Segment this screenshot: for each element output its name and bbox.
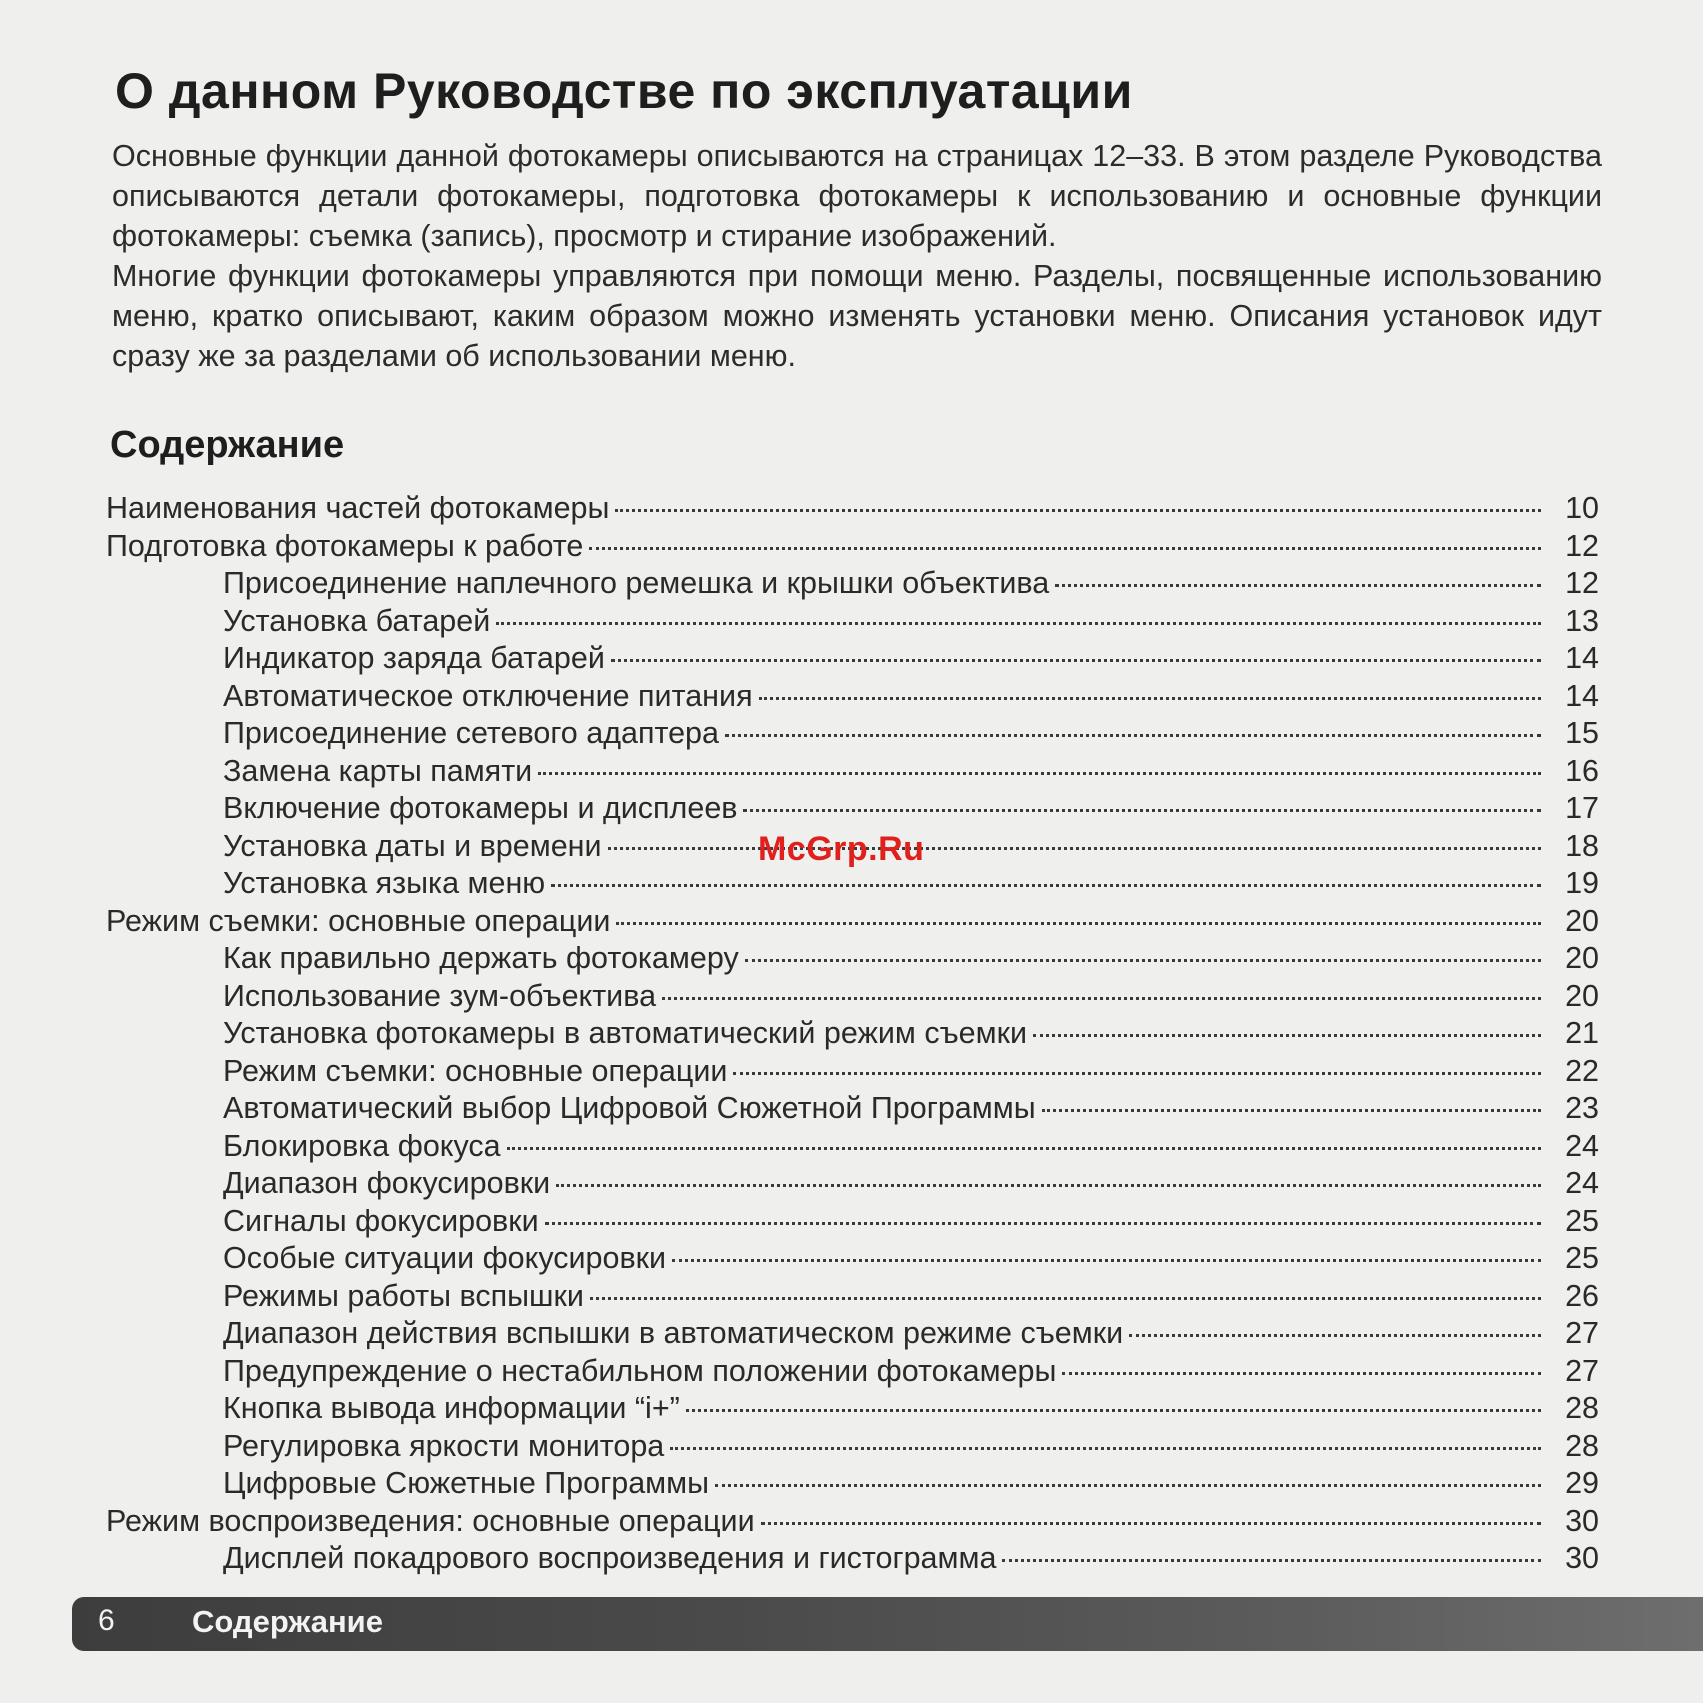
toc-entry-page: 13 — [1565, 603, 1599, 638]
toc-entry-label: Особые ситуации фокусировки — [223, 1241, 667, 1275]
toc-entry-page: 22 — [1565, 1053, 1599, 1088]
toc-entry-label: Подготовка фотокамеры к работе — [106, 528, 584, 563]
toc-entry-page: 29 — [1565, 1466, 1599, 1500]
toc-entry-page: 15 — [1565, 716, 1599, 750]
toc-entry-label: Автоматическое отключение питания — [223, 678, 753, 713]
toc-entry[interactable] — [0, 640, 1703, 678]
toc-dot-leader — [496, 622, 1541, 625]
toc-entry-page: 20 — [1565, 941, 1599, 975]
toc-dot-leader — [725, 734, 1541, 737]
toc-entry-page: 20 — [1565, 978, 1599, 1013]
toc-entry-label: Присоединение сетевого адаптера — [223, 716, 719, 750]
toc-entry-label: Диапазон действия вспышки в автоматическом режиме съемки — [223, 1316, 1124, 1350]
toc-entry-page: 23 — [1565, 1091, 1599, 1125]
toc-entry[interactable] — [0, 753, 1703, 791]
toc-dot-leader — [733, 1072, 1541, 1075]
toc-dot-leader — [1062, 1372, 1541, 1375]
toc-entry-label: Как правильно держать фотокамеру — [223, 941, 739, 975]
intro-text — [112, 136, 1602, 376]
toc-entry-page: 16 — [1565, 753, 1599, 788]
toc-entry-label: Режим съемки: основные операции — [223, 1053, 728, 1088]
toc-dot-leader — [556, 1184, 1541, 1187]
toc-entry-label: Регулировка яркости монитора — [223, 1428, 665, 1463]
toc-dot-leader — [551, 884, 1541, 887]
toc-entry[interactable] — [0, 565, 1703, 603]
toc-entry-label: Присоединение наплечного ремешка и крышки объектива — [223, 566, 1050, 600]
toc-entry-label: Кнопка вывода информации “i+” — [223, 1391, 680, 1425]
toc-entry[interactable] — [0, 1165, 1703, 1203]
toc-entry-label: Установка языка меню — [223, 866, 546, 900]
toc-entry-label: Установка батарей — [223, 603, 491, 638]
toc-entry-page: 19 — [1565, 866, 1599, 900]
toc-entry[interactable] — [0, 1353, 1703, 1391]
watermark: McGrp.Ru — [758, 830, 925, 868]
toc-entry[interactable] — [0, 903, 1703, 941]
toc-entry-page: 24 — [1565, 1128, 1599, 1163]
toc-entry-label: Установка даты и времени — [223, 828, 602, 863]
footer-section-title: Содержание — [192, 1604, 383, 1639]
toc-entry[interactable] — [0, 490, 1703, 528]
toc-entry[interactable] — [0, 1390, 1703, 1428]
toc-entry-page: 14 — [1565, 678, 1599, 713]
toc-entry-label: Наименования частей фотокамеры — [106, 491, 610, 525]
toc-entry-label: Блокировка фокуса — [223, 1128, 501, 1163]
toc-dot-leader — [1129, 1334, 1541, 1337]
toc-dot-leader — [715, 1484, 1541, 1487]
toc-entry-page: 28 — [1565, 1428, 1599, 1463]
toc-entry[interactable] — [0, 1540, 1703, 1578]
toc-entry-page: 18 — [1565, 828, 1599, 863]
toc-entry-label: Замена карты памяти — [223, 753, 533, 788]
toc-dot-leader — [1042, 1109, 1541, 1112]
toc-entry-page: 28 — [1565, 1391, 1599, 1425]
toc-entry[interactable] — [0, 678, 1703, 716]
toc-dot-leader — [545, 1222, 1541, 1225]
toc-entry[interactable] — [0, 528, 1703, 566]
toc-entry-page: 30 — [1565, 1541, 1599, 1575]
toc-entry[interactable] — [0, 1278, 1703, 1316]
toc-entry[interactable] — [0, 865, 1703, 903]
toc-dot-leader — [538, 772, 1541, 775]
toc-entry[interactable] — [0, 940, 1703, 978]
table-of-contents — [0, 490, 1703, 1578]
toc-entry[interactable] — [0, 1240, 1703, 1278]
toc-entry[interactable] — [0, 1128, 1703, 1166]
toc-entry-page: 27 — [1565, 1353, 1599, 1388]
toc-entry-label: Цифровые Сюжетные Программы — [223, 1466, 710, 1500]
toc-entry-label: Установка фотокамеры в автоматический режим съемки — [223, 1016, 1027, 1050]
toc-entry[interactable] — [0, 1203, 1703, 1241]
toc-dot-leader — [608, 847, 1541, 850]
toc-entry-label: Автоматический выбор Цифровой Сюжетной Программы — [223, 1091, 1036, 1125]
toc-entry-label: Режимы работы вспышки — [223, 1278, 584, 1313]
intro-paragraph-1: Основные функции данной фотокамеры описываются на страницах 12–33. В этом разделе Руководства описываются детали фотокамеры, подготовка фотокамеры к использованию и основные функции фотокамеры: съемка (запись), просмотр и стирание изображений. — [112, 139, 1602, 253]
toc-dot-leader — [615, 509, 1541, 512]
toc-dot-leader — [1033, 1034, 1541, 1037]
toc-dot-leader — [743, 809, 1541, 812]
toc-dot-leader — [686, 1409, 1541, 1412]
toc-entry-page: 27 — [1565, 1316, 1599, 1350]
toc-dot-leader — [1055, 584, 1541, 587]
toc-entry-page: 20 — [1565, 903, 1599, 938]
toc-entry-label: Индикатор заряда батарей — [223, 641, 605, 675]
toc-entry[interactable] — [0, 1465, 1703, 1503]
toc-entry[interactable] — [0, 603, 1703, 641]
toc-dot-leader — [745, 959, 1541, 962]
toc-entry-page: 14 — [1565, 641, 1599, 675]
toc-dot-leader — [1002, 1559, 1541, 1562]
toc-dot-leader — [761, 1522, 1541, 1525]
intro-paragraph-2: Многие функции фотокамеры управляются при помощи меню. Разделы, посвященные использованию меню, кратко описывают, каким образом можно изменять установки меню. Описания установок идут сразу же за разделами об использовании меню. — [112, 259, 1602, 373]
contents-heading: Содержание — [110, 424, 345, 466]
toc-dot-leader — [662, 997, 1541, 1000]
toc-dot-leader — [611, 659, 1541, 662]
toc-entry[interactable] — [0, 715, 1703, 753]
toc-entry-label: Режим съемки: основные операции — [106, 903, 611, 938]
toc-entry-page: 17 — [1565, 791, 1599, 825]
toc-dot-leader — [672, 1259, 1541, 1262]
toc-entry-page: 12 — [1565, 566, 1599, 600]
toc-entry[interactable] — [0, 1315, 1703, 1353]
toc-dot-leader — [670, 1447, 1541, 1450]
toc-entry-label: Дисплей покадрового воспроизведения и гистограмма — [223, 1541, 997, 1575]
toc-entry[interactable] — [0, 978, 1703, 1016]
toc-dot-leader — [507, 1147, 1541, 1150]
footer-page-number: 6 — [98, 1604, 115, 1637]
toc-entry[interactable] — [0, 1503, 1703, 1541]
toc-entry-page: 10 — [1565, 491, 1599, 525]
toc-dot-leader — [589, 547, 1541, 550]
toc-entry-label: Диапазон фокусировки — [223, 1166, 551, 1200]
toc-entry-page: 30 — [1565, 1503, 1599, 1538]
toc-entry[interactable] — [0, 1090, 1703, 1128]
toc-entry-page: 25 — [1565, 1241, 1599, 1275]
toc-entry[interactable] — [0, 790, 1703, 828]
toc-entry-page: 12 — [1565, 528, 1599, 563]
toc-entry-label: Предупреждение о нестабильном положении фотокамеры — [223, 1353, 1057, 1388]
toc-entry-page: 25 — [1565, 1203, 1599, 1238]
toc-entry[interactable] — [0, 1428, 1703, 1466]
toc-entry-label: Сигналы фокусировки — [223, 1203, 539, 1238]
page-title: О данном Руководстве по эксплуатации — [115, 63, 1133, 119]
toc-entry-label: Использование зум-объектива — [223, 978, 657, 1013]
toc-dot-leader — [616, 922, 1541, 925]
toc-entry-label: Режим воспроизведения: основные операции — [106, 1503, 755, 1538]
toc-entry-page: 24 — [1565, 1166, 1599, 1200]
toc-entry[interactable] — [0, 1053, 1703, 1091]
toc-entry-label: Включение фотокамеры и дисплеев — [223, 791, 738, 825]
toc-entry-page: 26 — [1565, 1278, 1599, 1313]
toc-dot-leader — [590, 1297, 1541, 1300]
toc-entry[interactable] — [0, 1015, 1703, 1053]
toc-dot-leader — [759, 697, 1541, 700]
toc-entry-page: 21 — [1565, 1016, 1599, 1050]
